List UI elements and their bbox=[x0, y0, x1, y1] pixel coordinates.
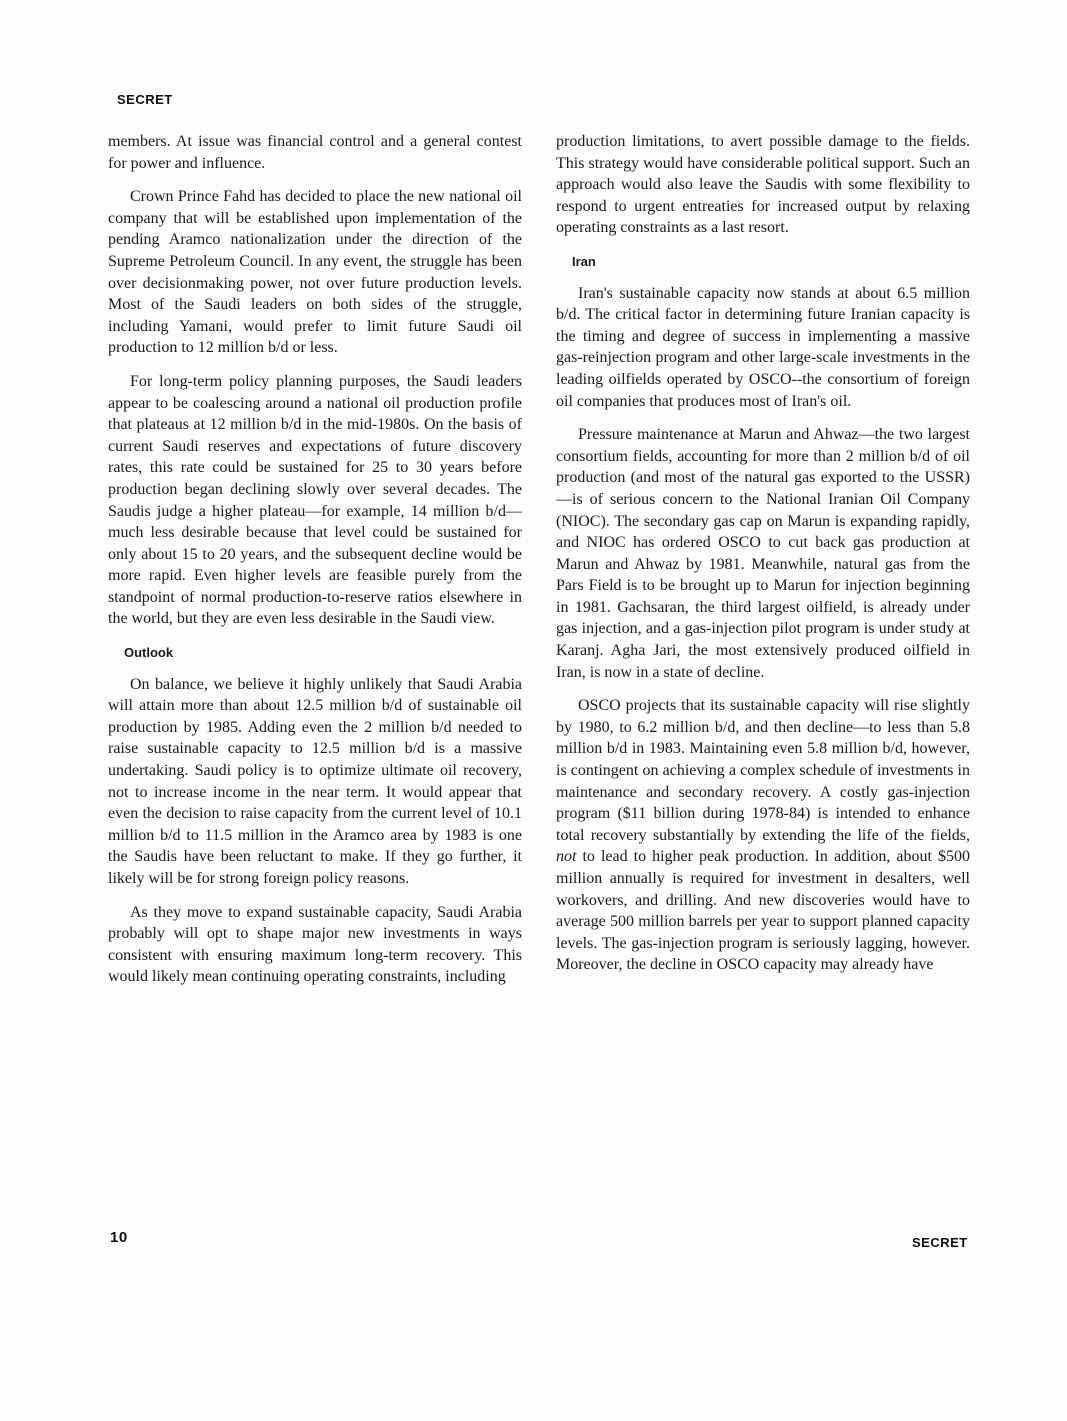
paragraph: For long-term policy planning purposes, the Saudi leaders appear to be coalescing around a national oil production profile that plateaus at 12 million b/d in the mid-1980s. On the basis of current Saudi reserves and expectations of future discovery rates, this rate could be sustained for 25 to 30 years before production began declining slowly over several decades. The Saudis judge a higher plateau—for example, 14 million b/d—much less desirable because that level could be sustained for only about 15 to 20 years, and the subsequent decline would be more rapid. Even higher levels are feasible purely from the standpoint of normal production-to-reserve ratios elsewhere in the world, but they are even less desirable in the Saudi view. bbox=[108, 372, 522, 628]
header-classification: SECRET bbox=[117, 92, 173, 107]
paragraph: Crown Prince Fahd has decided to place the new national oil company that will be established upon implementation of the pending Aramco nationalization under the direction of the Supreme Petroleum Council. In any event, the struggle has been over decisionmaking power, not over future production levels. Most of the Saudi leaders on both sides of the struggle, including Yamani, would prefer to limit future Saudi oil production to 12 million b/d or less. bbox=[108, 188, 522, 357]
page-number: 10 bbox=[110, 1229, 128, 1246]
section-heading-iran: Iran bbox=[572, 253, 596, 269]
footer-classification: SECRET bbox=[912, 1235, 968, 1250]
paragraph-text: OSCO projects that its sustainable capacity will rise slightly by 1980, to 6.2 million b/d, and then decline—to less than 5.8 million b/d in 1983. Maintaining even 5.8 million b/d, however, is contingent on achieving a complex schedule of investments in maintenance and secondary recovery. A costly gas-injection program ($11 billion during 1978-84) is intended to enhance total recovery substantially by extending the life of the fields, bbox=[556, 697, 970, 844]
paragraph: As they move to expand sustainable capacity, Saudi Arabia probably will opt to shape major new investments in ways consistent with ensuring maximum long-term recovery. This would likely mean continuing operating constraints, including bbox=[108, 903, 522, 986]
paragraph bbox=[556, 695, 970, 976]
right-column bbox=[556, 131, 970, 988]
paragraph: Iran's sustainable capacity now stands at about 6.5 million b/d. The critical factor in determining future Iranian capacity is the timing and degree of success in implementing a massive gas-reinjection program and other large-scale investments in the leading oilfields operated by OSCO--the consortium of foreign oil companies that produces most of Iran's oil. bbox=[556, 284, 970, 410]
emphasis-text: not bbox=[556, 848, 577, 866]
paragraph: production limitations, to avert possible damage to the fields. This strategy would have considerable political support. Such an approach would also leave the Saudis with some flexibility to respond to urgent entreaties for increased output by relaxing operating constraints as a last resort. bbox=[556, 133, 970, 237]
paragraph: On balance, we believe it highly unlikely that Saudi Arabia will attain more than about 12.5 million b/d of sustainable oil production by 1985. Adding even the 2 million b/d needed to raise sustainable capacity to 12.5 million b/d is a massive undertaking. Saudi policy is to optimize ultimate oil recovery, not to increase income in the near term. It would appear that even the decision to raise capacity from the current level of 10.1 million b/d to 11.5 million in the Aramco area by 1983 is one the Saudis have been reluctant to make. If they go further, it likely will be for strong foreign policy reasons. bbox=[108, 675, 522, 887]
paragraph-text: to lead to higher peak production. In addition, about $500 million annually is required for investment in desalters, well workovers, and drilling. And new discoveries would have to average 500 million barrels per year to support planned capacity levels. The gas-injection program is seriously lagging, however. Moreover, the decline in OSCO capacity may already have bbox=[556, 848, 971, 974]
section-heading-outlook: Outlook bbox=[124, 645, 174, 661]
left-column bbox=[108, 131, 522, 1000]
paragraph: Pressure maintenance at Marun and Ahwaz—the two largest consortium fields, accounting for more than 2 million b/d of oil production (and most of the natural gas exported to the USSR)—is of serious concern to the National Iranian Oil Company (NIOC). The secondary gas cap on Marun is expanding rapidly, and NIOC has ordered OSCO to cut back gas production at Marun and Ahwaz by 1981. Meanwhile, natural gas from the Pars Field is to be brought up to Marun for injection beginning in 1981. Gachsaran, the third largest oilfield, is already under gas injection, and a gas-injection pilot program is under study at Karanj. Agha Jari, the most extensively produced oilfield in Iran, is now in a state of decline. bbox=[556, 426, 970, 681]
paragraph: members. At issue was financial control and a general contest for power and influence. bbox=[108, 133, 522, 172]
